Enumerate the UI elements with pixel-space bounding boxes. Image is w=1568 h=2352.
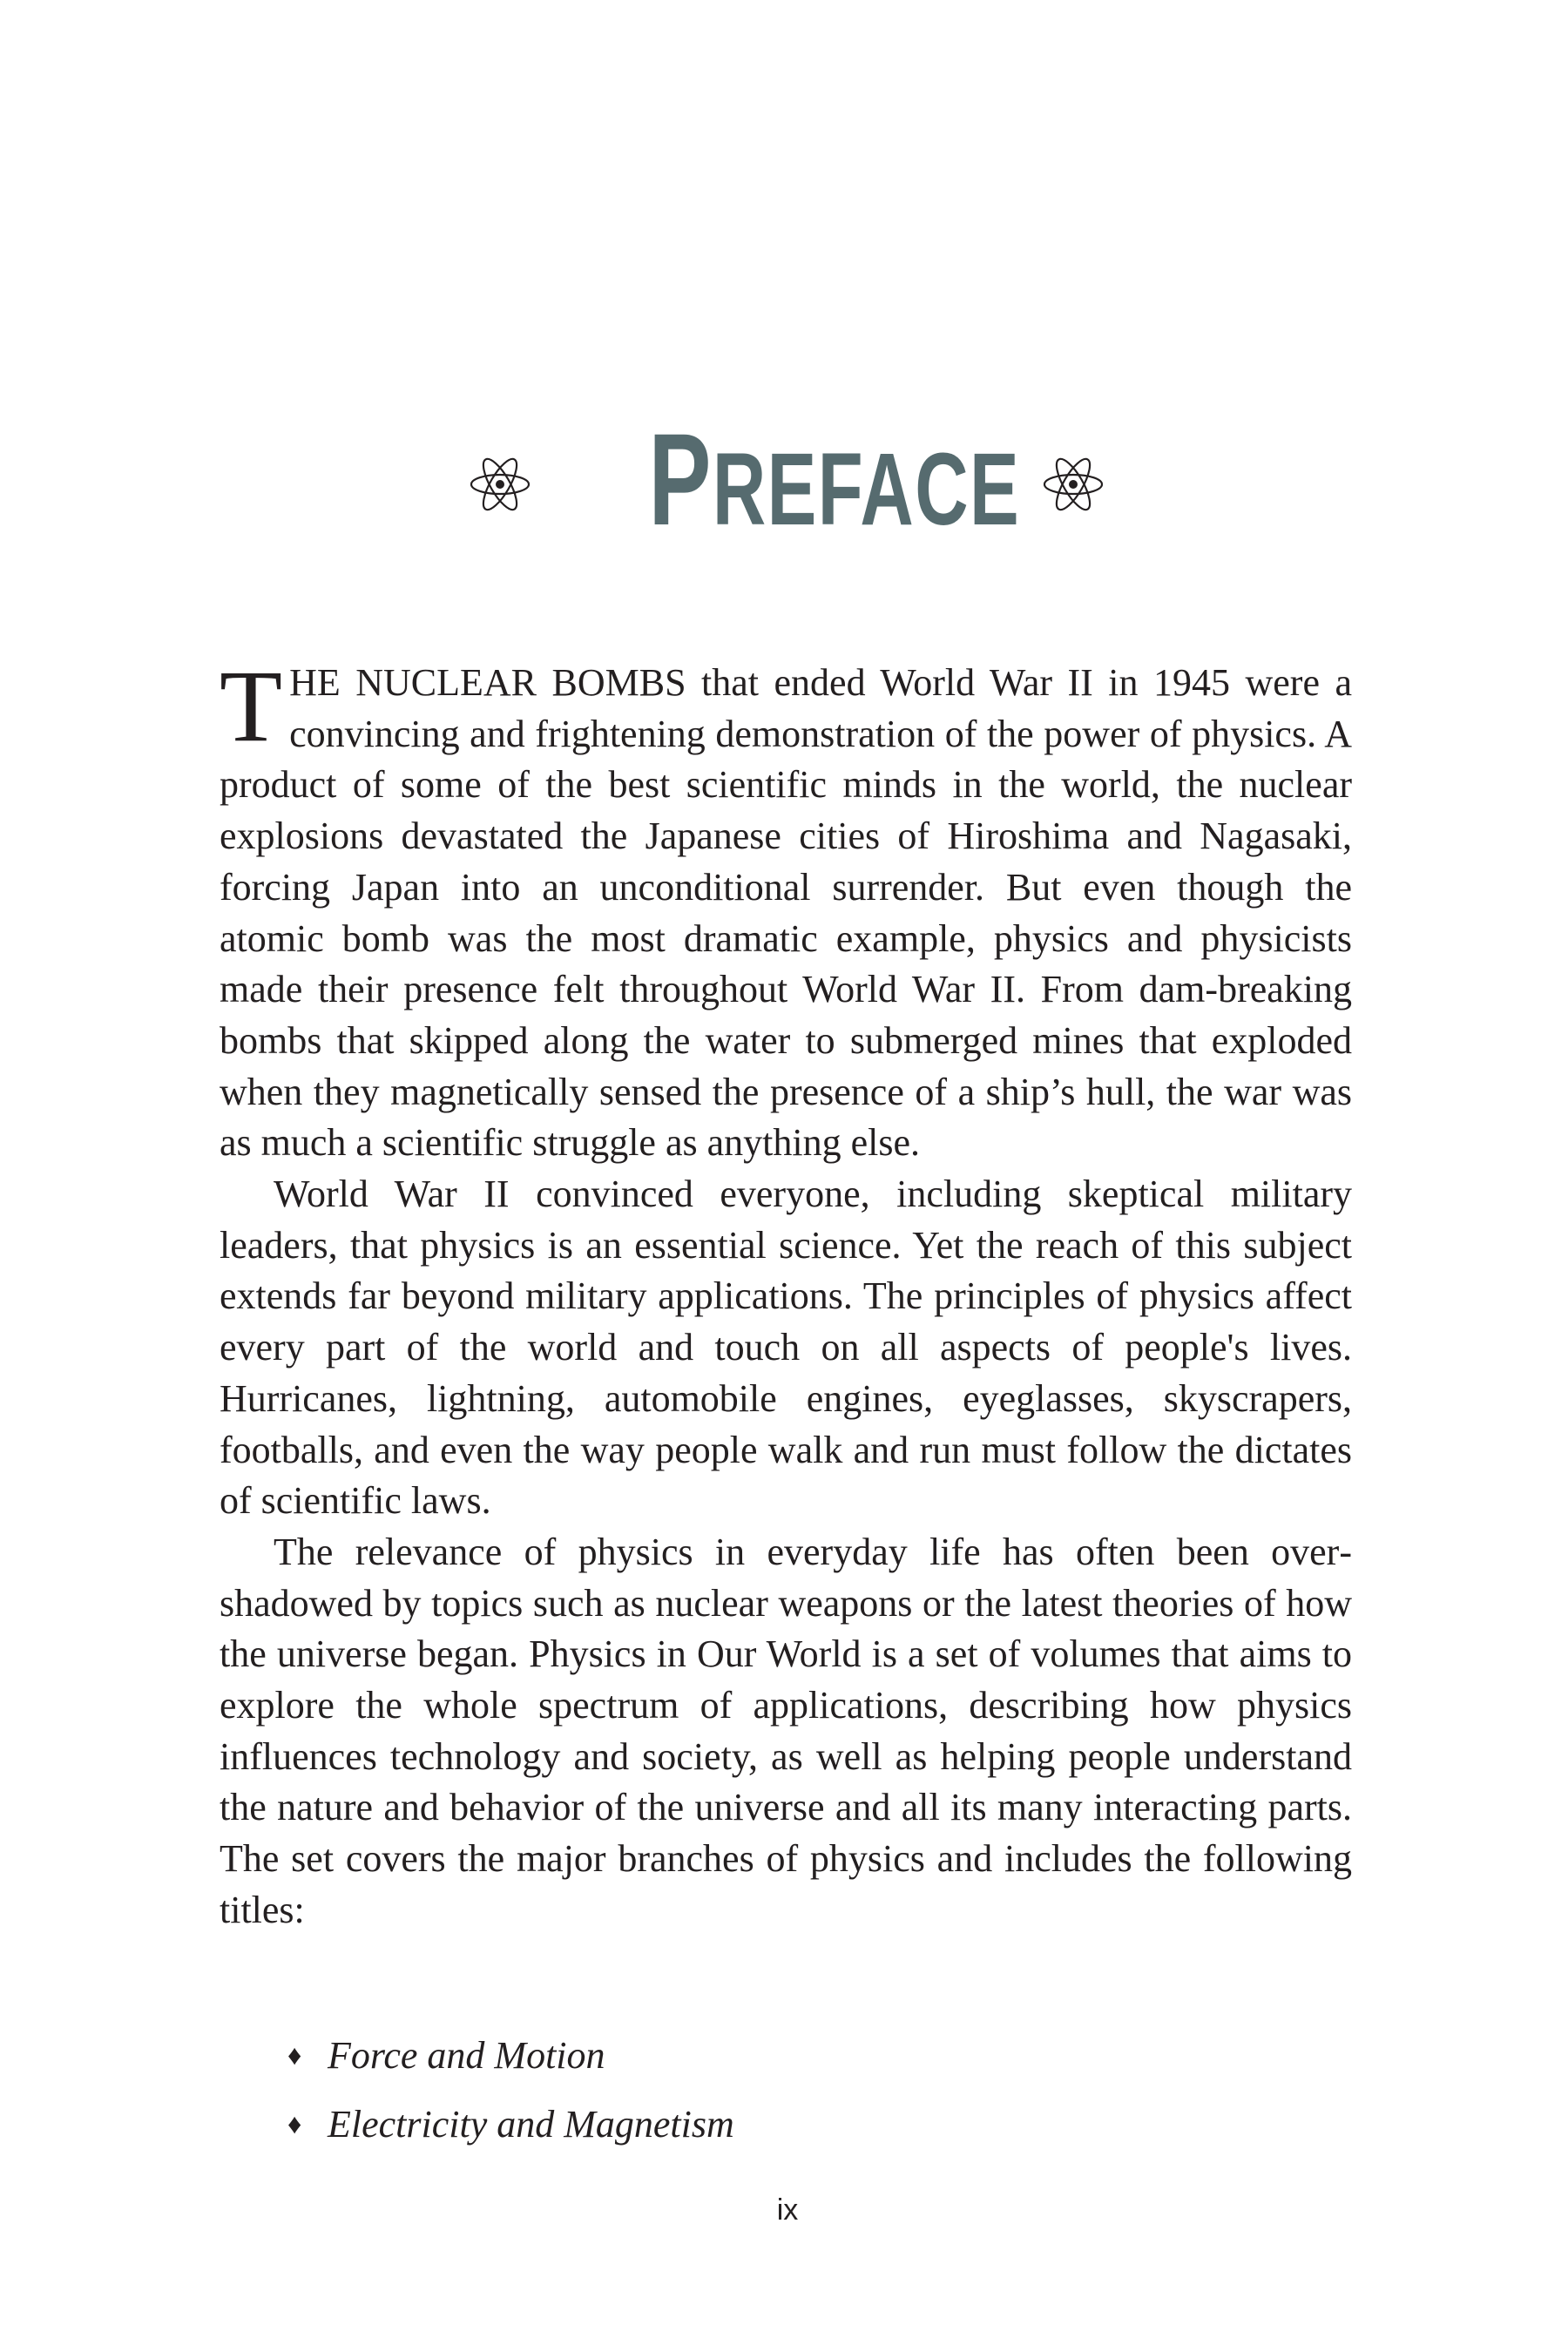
- diamond-bullet-icon: ♦: [287, 2108, 302, 2139]
- drop-cap: T: [220, 649, 283, 763]
- paragraph-2: World War II convinced everyone, including skeptical military leaders, that physics is an essential science. Yet the reach of this subject extends far beyond military applications. The principles of physics affect every part of the world and touch on all aspects of people's lives. Hurricanes, lightning, automobile engines, eyeglasses, skyscrapers, footballs, and even the way people walk and run must follow the dictates of scientific laws.: [220, 1173, 1352, 1523]
- volume-title: Force and Motion: [328, 2034, 605, 2077]
- heading-row: [0, 406, 1568, 552]
- paragraph-1: [220, 649, 1352, 1169]
- volume-title: Electricity and Magnetism: [328, 2103, 734, 2146]
- lead-in: HE NUCLEAR BOMBS: [289, 661, 686, 704]
- list-item: [287, 2021, 734, 2090]
- page-title: [648, 406, 1021, 559]
- body-text: [220, 649, 1352, 1936]
- atom-icon: [469, 453, 531, 516]
- volume-list: [287, 2021, 734, 2159]
- atom-icon: [1042, 453, 1105, 516]
- title-initial: P: [648, 406, 713, 552]
- page-number: ix: [776, 2193, 799, 2227]
- paragraph-1-text: that ended World War II in 1945 were a convincing and frightening demonstration of the power of physics. A product of some of the best scientific minds in the world, the nuclear explosions devastated the Japanese cities of Hiroshima and Nagasaki, forcing Japan into an unconditional surrender. But even though the atomic bomb was the most dramatic example, physics and physicists made their presence felt throughout World War II. From dam-breaking bombs that skipped along the water to submerged mines that exploded when they magnetically sensed the presence of a ship’s hull, the war was as much a scientific struggle as anything else.: [220, 661, 1352, 1165]
- paragraph-3: The relevance of physics in everyday life has often been overshadowed by topics such as nuclear weapons or the latest theories of how the universe began. Physics in Our World is a set of volumes that aims to explore the whole spectrum of applications, describing how physics influences technology and society, as well as helping people understand the nature and behavior of the universe and all its many interacting parts. The set covers the major branches of physics and includes the following titles:: [220, 1530, 1352, 1931]
- list-item: [287, 2090, 734, 2159]
- title-rest: REFACE: [712, 432, 1021, 547]
- diamond-bullet-icon: ♦: [287, 2039, 302, 2071]
